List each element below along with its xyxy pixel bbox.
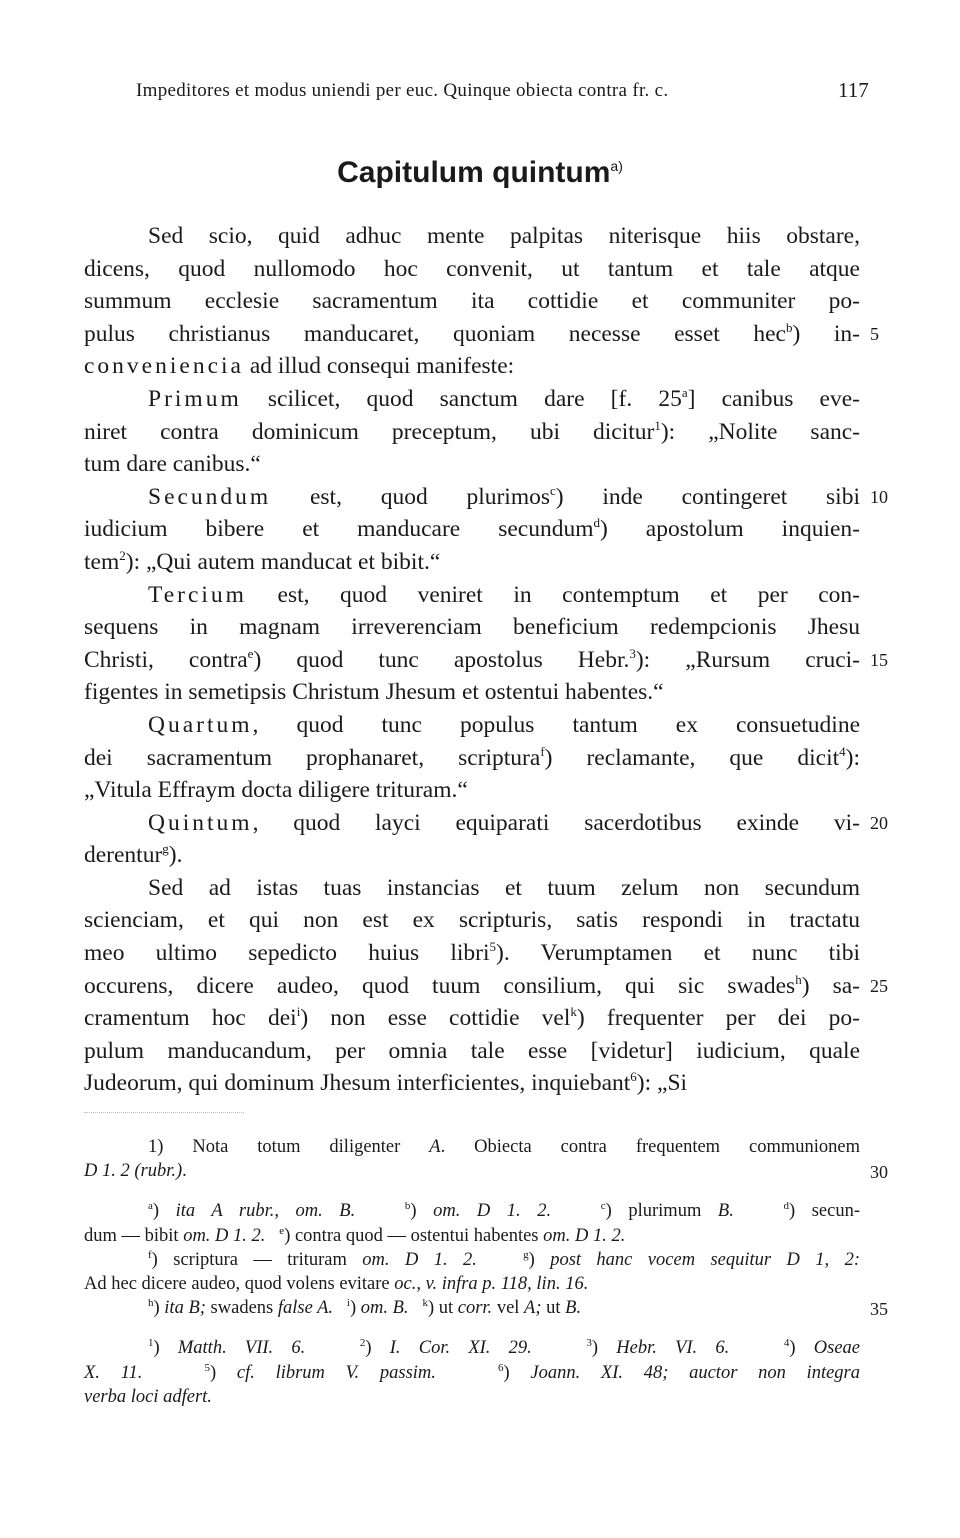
footnote-line: 1) Nota totum diligenter A. Obiecta contra frequentem communionem — [148, 1137, 860, 1157]
footnote-line: $^f$) scriptura — trituram om. D 1. 2. $^g$) post hanc vocem sequitur D 1, 2: — [148, 1248, 860, 1270]
footnote-line: X. 11. $^5$) cf. librum V. passim. $^6$) Joann. XI. 48; auctor non integra — [84, 1361, 860, 1383]
text-line: Sed ad istas tuas instancias et tuum zelum non secundum — [148, 874, 860, 901]
footnote-line-number: 35 — [870, 1299, 888, 1320]
line-number: 5 — [870, 323, 879, 344]
text-line: Quartum, quod tunc populus tantum ex consuetudine — [148, 711, 860, 738]
text-line: pulum manducandum, per omnia tale esse [videtur] iudicium, quale — [84, 1037, 860, 1064]
footnotes — [84, 1135, 860, 1409]
text-line: Judeorum, qui dominum Jhesum interficientes, inquiebant$^6$): „Si — [84, 1069, 688, 1097]
text-line: tum dare canibus.“ — [84, 451, 261, 478]
text-line: summum ecclesie sacramentum ita cottidie et communiter po- — [84, 288, 860, 315]
footnote-line: D 1. 2 (rubr.). — [84, 1161, 187, 1182]
footnote-line: dum — bibit om. D 1. 2. $^e$) contra quod — ostentui habentes om. D 1. 2. — [84, 1224, 626, 1246]
footnote-line: Ad hec dicere audeo, quod volens evitare oc., v. infra p. 118, lin. 16. — [84, 1273, 589, 1294]
text-line: derentur$^g$). — [84, 841, 183, 869]
running-head: Impeditores et modus uniendi per euc. Quinque obiecta contra fr. c. — [136, 80, 669, 101]
footnote-line: $^a$) ita A rubr., om. B. $^b$) om. D 1. 2. $^c$) plurimum B. $^d$) secun- — [148, 1200, 860, 1222]
text-line: Secundum est, quod plurimos$^c$) inde contingeret sibi — [148, 482, 860, 510]
text-line: Sed scio, quid adhuc mente palpitas niterisque hiis obstare, — [148, 223, 860, 249]
text-line: occurens, dicere audeo, quod tuum consilium, qui sic swades$^h$) sa- — [84, 971, 860, 999]
line-number: 20 — [870, 812, 888, 833]
footnote-line: $^1$) Matth. VII. 6. $^2$) I. Cor. XI. 29. $^3$) Hebr. VI. 6. $^4$) Oseae — [148, 1337, 860, 1359]
text-line: Quintum, quod layci equiparati sacerdotibus exinde vi- — [148, 809, 860, 836]
text-line: iudicium bibere et manducare secundum$^d$) apostolum inquien- — [84, 515, 860, 543]
text-line: Tercium est, quod veniret in contemptum et per con- — [148, 581, 860, 608]
footnote-line-number: 30 — [870, 1162, 888, 1183]
main-text — [84, 220, 860, 1100]
line-number: 15 — [870, 649, 888, 670]
text-line: niret contra dominicum preceptum, ubi dicitur$^1$): „Nolite sanc- — [84, 417, 861, 445]
text-line: figentes in semetipsis Christum Jhesum et ostentui habentes.“ — [84, 679, 664, 706]
text-line: Christi, contra$^e$) quod tunc apostolus Hebr.$^3$): „Rursum cruci- — [84, 645, 860, 673]
text-line: meo ultimo sepedicto huius libri$^5$). Verumptamen et nunc tibi — [84, 939, 860, 967]
text-line: sequens in magnam irreverenciam beneficium redempcionis Jhesu — [84, 614, 860, 641]
footnote-line: $^h$) ita B; swadens false A. $^i$) om. B. $^k$) ut corr. vel A; ut B. — [148, 1296, 582, 1319]
footnote-separator — [84, 1112, 244, 1113]
text-line: „Vitula Effraym docta diligere trituram.“ — [84, 777, 468, 804]
text-line: tem$^2$): „Qui autem manducat et bibit.“ — [84, 548, 441, 575]
line-number: 25 — [870, 975, 888, 996]
text-line: pulus christianus manducaret, quoniam necesse esset hec$^b$) in- — [84, 319, 860, 347]
text-line: cramentum hoc dei$^i$) non esse cottidie vel$^k$) frequenter per dei po- — [84, 1004, 860, 1032]
line-number: 10 — [870, 486, 888, 507]
chapter-title-text: Capitulum quintum — [337, 156, 611, 189]
footnote-line: verba loci adfert. — [84, 1386, 212, 1407]
text-line: scienciam, et qui non est ex scripturis, satis respondi in tractatu — [84, 907, 860, 934]
page-number: 117 — [838, 78, 869, 102]
text-line: conveniencia ad illud consequi manifeste: — [84, 353, 515, 380]
chapter-note-mark: a) — [610, 158, 623, 174]
text-line: dei sacramentum prophanaret, scriptura$^f$) reclamante, que dicit$^4$): — [84, 743, 860, 771]
text-line: Primum scilicet, quod sanctum dare [f. 25$^a$] canibus eve- — [148, 385, 860, 412]
text-line: dicens, quod nullomodo hoc convenit, ut tantum et tale atque — [84, 255, 860, 282]
chapter-title — [0, 156, 960, 190]
